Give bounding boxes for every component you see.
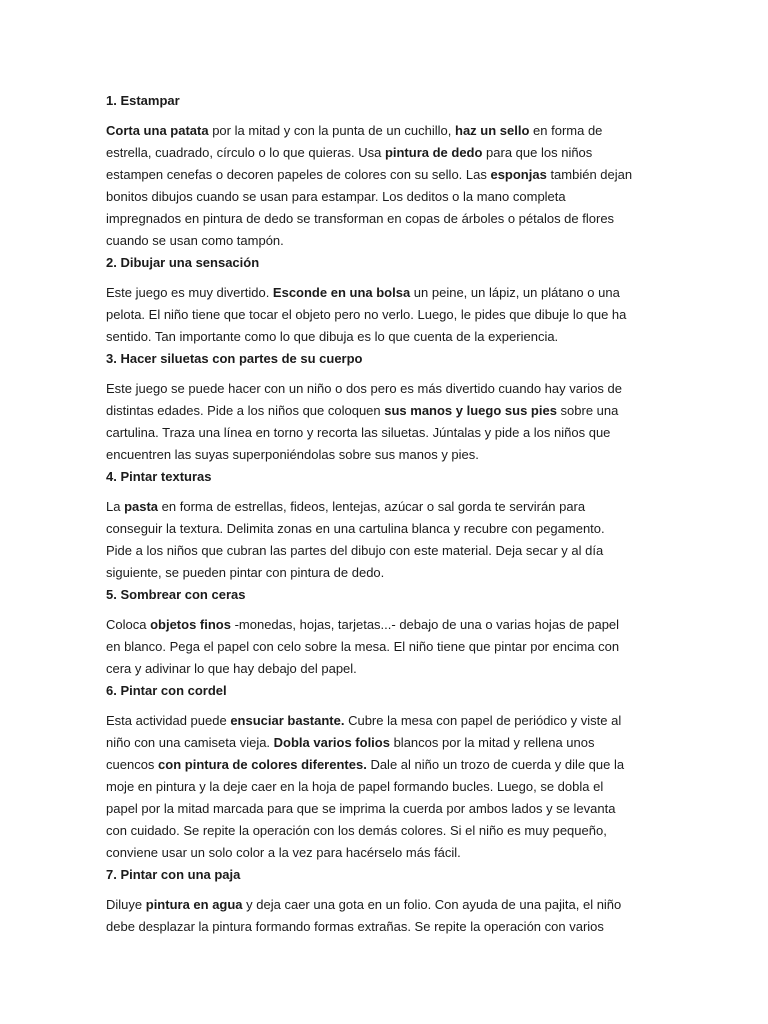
text-run: -monedas, hojas, tarjetas...- debajo de una o varias hojas de papel <box>230 617 620 632</box>
text-run: un peine, un lápiz, un plátano o una <box>410 285 620 300</box>
paragraph-line <box>106 754 662 776</box>
paragraph-line <box>106 518 662 540</box>
bold-text: sus manos y luego sus pies <box>384 403 557 418</box>
section-3 <box>106 348 662 466</box>
text-run: también dejan <box>546 167 633 182</box>
text-run: conseguir la textura. Delimita zonas en una cartulina blanca y recubre con pegamento. <box>106 521 605 536</box>
bold-text: Esconde en una bolsa <box>272 285 411 300</box>
paragraph-line <box>106 636 662 658</box>
bold-text: pintura de dedo <box>384 145 483 160</box>
text-run: Esta actividad puede <box>106 713 231 728</box>
paragraph-line <box>106 842 662 864</box>
text-run: cera y adivinar lo que hay debajo del papel. <box>106 661 357 676</box>
bold-text: esponjas <box>490 167 547 182</box>
text-run: conviene usar un solo color a la vez para hacérselo más fácil. <box>106 845 461 860</box>
section-1 <box>106 90 662 252</box>
text-run: estrella, cuadrado, círculo o lo que quieras. Usa <box>106 145 385 160</box>
text-run: moje en pintura y la deje caer en la hoja de papel formando bucles. Luego, se dobla el <box>106 779 604 794</box>
text-run: sentido. Tan importante como lo que dibuja es lo que cuenta de la experiencia. <box>106 329 559 344</box>
paragraph-line <box>106 304 662 326</box>
text-run: pelota. El niño tiene que tocar el objeto pero no verlo. Luego, le pides que dibuje lo que ha <box>106 307 627 322</box>
paragraph-line <box>106 496 662 518</box>
text-run: Dale al niño un trozo de cuerda y dile que la <box>366 757 625 772</box>
text-run: por la mitad y con la punta de un cuchillo, <box>208 123 456 138</box>
text-run: Pide a los niños que cubran las partes del dibujo con este material. Deja secar y al día <box>106 543 604 558</box>
paragraph-line <box>106 142 662 164</box>
paragraph-line <box>106 400 662 422</box>
document-page <box>106 90 662 938</box>
text-run: Este juego es muy divertido. <box>106 285 273 300</box>
paragraph-line <box>106 378 662 400</box>
bold-text: Corta una patata <box>106 123 209 138</box>
text-run: Diluye <box>106 897 146 912</box>
section-heading: 1. Estampar <box>106 93 180 108</box>
text-run: papel por la mitad marcada para que se imprima la cuerda por ambos lados y se levanta <box>106 801 616 816</box>
paragraph-line <box>106 208 662 230</box>
bold-text: haz un sello <box>455 123 530 138</box>
section-heading: 6. Pintar con cordel <box>106 683 227 698</box>
section-heading: 7. Pintar con una paja <box>106 867 241 882</box>
bold-text: ensuciar bastante. <box>230 713 345 728</box>
section-paragraph <box>106 614 662 680</box>
paragraph-line <box>106 710 662 732</box>
text-run: blancos por la mitad y rellena unos <box>389 735 595 750</box>
paragraph-line <box>106 798 662 820</box>
bold-text: objetos finos <box>150 617 231 632</box>
paragraph-line <box>106 658 662 680</box>
paragraph-line <box>106 422 662 444</box>
text-run: distintas edades. Pide a los niños que coloquen <box>106 403 385 418</box>
section-paragraph <box>106 120 662 252</box>
text-run: La <box>106 499 125 514</box>
text-run: en forma de estrellas, fideos, lentejas, azúcar o sal gorda te servirán para <box>158 499 586 514</box>
paragraph-line <box>106 282 662 304</box>
section-heading: 5. Sombrear con ceras <box>106 587 246 602</box>
section-paragraph <box>106 710 662 864</box>
section-4 <box>106 466 662 584</box>
section-paragraph <box>106 282 662 348</box>
text-run: encuentren las suyas superponiéndolas sobre sus manos y pies. <box>106 447 479 462</box>
text-run: siguiente, se pueden pintar con pintura de dedo. <box>106 565 385 580</box>
section-paragraph <box>106 378 662 466</box>
text-run: en forma de <box>529 123 603 138</box>
paragraph-line <box>106 164 662 186</box>
text-run: Cubre la mesa con papel de periódico y viste al <box>344 713 622 728</box>
section-paragraph <box>106 894 662 938</box>
paragraph-line <box>106 776 662 798</box>
section-heading: 2. Dibujar una sensación <box>106 255 260 270</box>
document-body <box>106 90 662 938</box>
paragraph-line <box>106 732 662 754</box>
paragraph-line <box>106 916 662 938</box>
section-heading: 4. Pintar texturas <box>106 469 212 484</box>
section-2 <box>106 252 662 348</box>
paragraph-line <box>106 820 662 842</box>
paragraph-line <box>106 230 662 252</box>
section-6 <box>106 680 662 864</box>
paragraph-line <box>106 614 662 636</box>
paragraph-line <box>106 444 662 466</box>
section-7 <box>106 864 662 938</box>
text-run: cuencos <box>106 757 159 772</box>
text-run: debe desplazar la pintura formando formas extrañas. Se repite la operación con varios <box>106 919 604 934</box>
text-run: para que los niños <box>482 145 593 160</box>
text-run: bonitos dibujos cuando se usan para estampar. Los deditos o la mano completa <box>106 189 566 204</box>
paragraph-line <box>106 562 662 584</box>
bold-text: pintura en agua <box>145 897 243 912</box>
section-5 <box>106 584 662 680</box>
paragraph-line <box>106 326 662 348</box>
text-run: estampen cenefas o decoren papeles de colores con su sello. Las <box>106 167 491 182</box>
bold-text: con pintura de colores diferentes. <box>158 757 367 772</box>
text-run: Coloca <box>106 617 151 632</box>
paragraph-line <box>106 186 662 208</box>
section-heading: 3. Hacer siluetas con partes de su cuerpo <box>106 351 363 366</box>
text-run: en blanco. Pega el papel con celo sobre la mesa. El niño tiene que pintar por encima con <box>106 639 620 654</box>
text-run: Este juego se puede hacer con un niño o dos pero es más divertido cuando hay varios de <box>106 381 623 396</box>
text-run: sobre una <box>556 403 619 418</box>
text-run: niño con una camiseta vieja. <box>106 735 274 750</box>
text-run: con cuidado. Se repite la operación con los demás colores. Si el niño es muy pequeño, <box>106 823 607 838</box>
paragraph-line <box>106 894 662 916</box>
bold-text: Dobla varios folios <box>273 735 390 750</box>
text-run: impregnados en pintura de dedo se transforman en copas de árboles o pétalos de flores <box>106 211 615 226</box>
text-run: cuando se usan como tampón. <box>106 233 284 248</box>
text-run: cartulina. Traza una línea en torno y recorta las siluetas. Júntalas y pide a los niños que <box>106 425 611 440</box>
bold-text: pasta <box>124 499 159 514</box>
paragraph-line <box>106 120 662 142</box>
section-paragraph <box>106 496 662 584</box>
paragraph-line <box>106 540 662 562</box>
text-run: y deja caer una gota en un folio. Con ayuda de una pajita, el niño <box>242 897 622 912</box>
